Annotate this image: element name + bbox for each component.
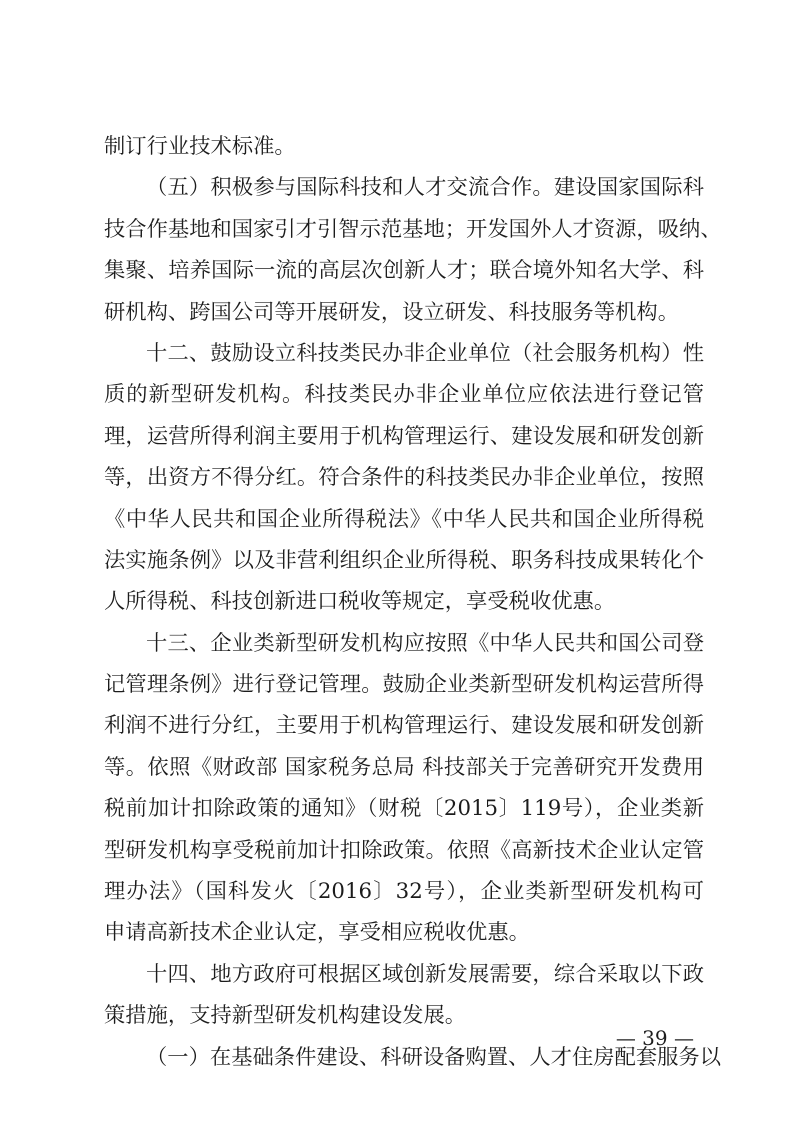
text-line: 制订行业技术标准。 <box>104 134 296 159</box>
text-line: （五）积极参与国际科技和人才交流合作。建设国家国际科 <box>146 175 704 201</box>
text-line: 理办法》（国科发火〔2016〕32号），企业类新型研发机构可 <box>104 879 704 905</box>
text-line: 记管理条例》进行登记管理。鼓励企业类新型研发机构运营所得 <box>104 672 704 698</box>
text-line: 集聚、培养国际一流的高层次创新人才；联合境外知名大学、科 <box>104 258 704 284</box>
text-line: 技合作基地和国家引才引智示范基地；开发国外人才资源，吸纳、 <box>104 216 722 242</box>
text-line: 理，运营所得利润主要用于机构管理运行、建设发展和研发创新 <box>104 423 704 449</box>
text-line: （一）在基础条件建设、科研设备购置、人才住房配套服务以 <box>146 1044 722 1070</box>
text-line: 税前加计扣除政策的通知》（财税〔2015〕119号），企业类新 <box>104 796 704 822</box>
page-number: — 39 — <box>615 1026 694 1050</box>
text-line: 等。依照《财政部 国家税务总局 科技部关于完善研究开发费用 <box>104 754 704 780</box>
text-line: 质的新型研发机构。科技类民办非企业单位应依法进行登记管 <box>104 382 704 408</box>
text-line: 利润不进行分红，主要用于机构管理运行、建设发展和研发创新 <box>104 713 704 739</box>
text-line: 申请高新技术企业认定，享受相应税收优惠。 <box>104 920 530 946</box>
text-line: 策措施，支持新型研发机构建设发展。 <box>104 1003 467 1029</box>
text-line: 等，出资方不得分红。符合条件的科技类民办非企业单位，按照 <box>104 465 704 491</box>
text-line: 人所得税、科技创新进口税收等规定，享受税收优惠。 <box>104 589 616 615</box>
body-text <box>104 126 722 1078</box>
text-line: 十三、企业类新型研发机构应按照《中华人民共和国公司登 <box>146 630 704 656</box>
text-line: 型研发机构享受税前加计扣除政策。依照《高新技术企业认定管 <box>104 837 704 863</box>
text-line: 十二、鼓励设立科技类民办非企业单位（社会服务机构）性 <box>146 340 704 366</box>
text-line: 法实施条例》以及非营利组织企业所得税、职务科技成果转化个 <box>104 547 704 573</box>
text-line: 十四、地方政府可根据区域创新发展需要，综合采取以下政 <box>146 961 704 987</box>
text-line: 《中华人民共和国企业所得税法》《中华人民共和国企业所得税 <box>104 506 704 532</box>
text-line: 研机构、跨国公司等开展研发，设立研发、科技服务等机构。 <box>104 299 680 325</box>
